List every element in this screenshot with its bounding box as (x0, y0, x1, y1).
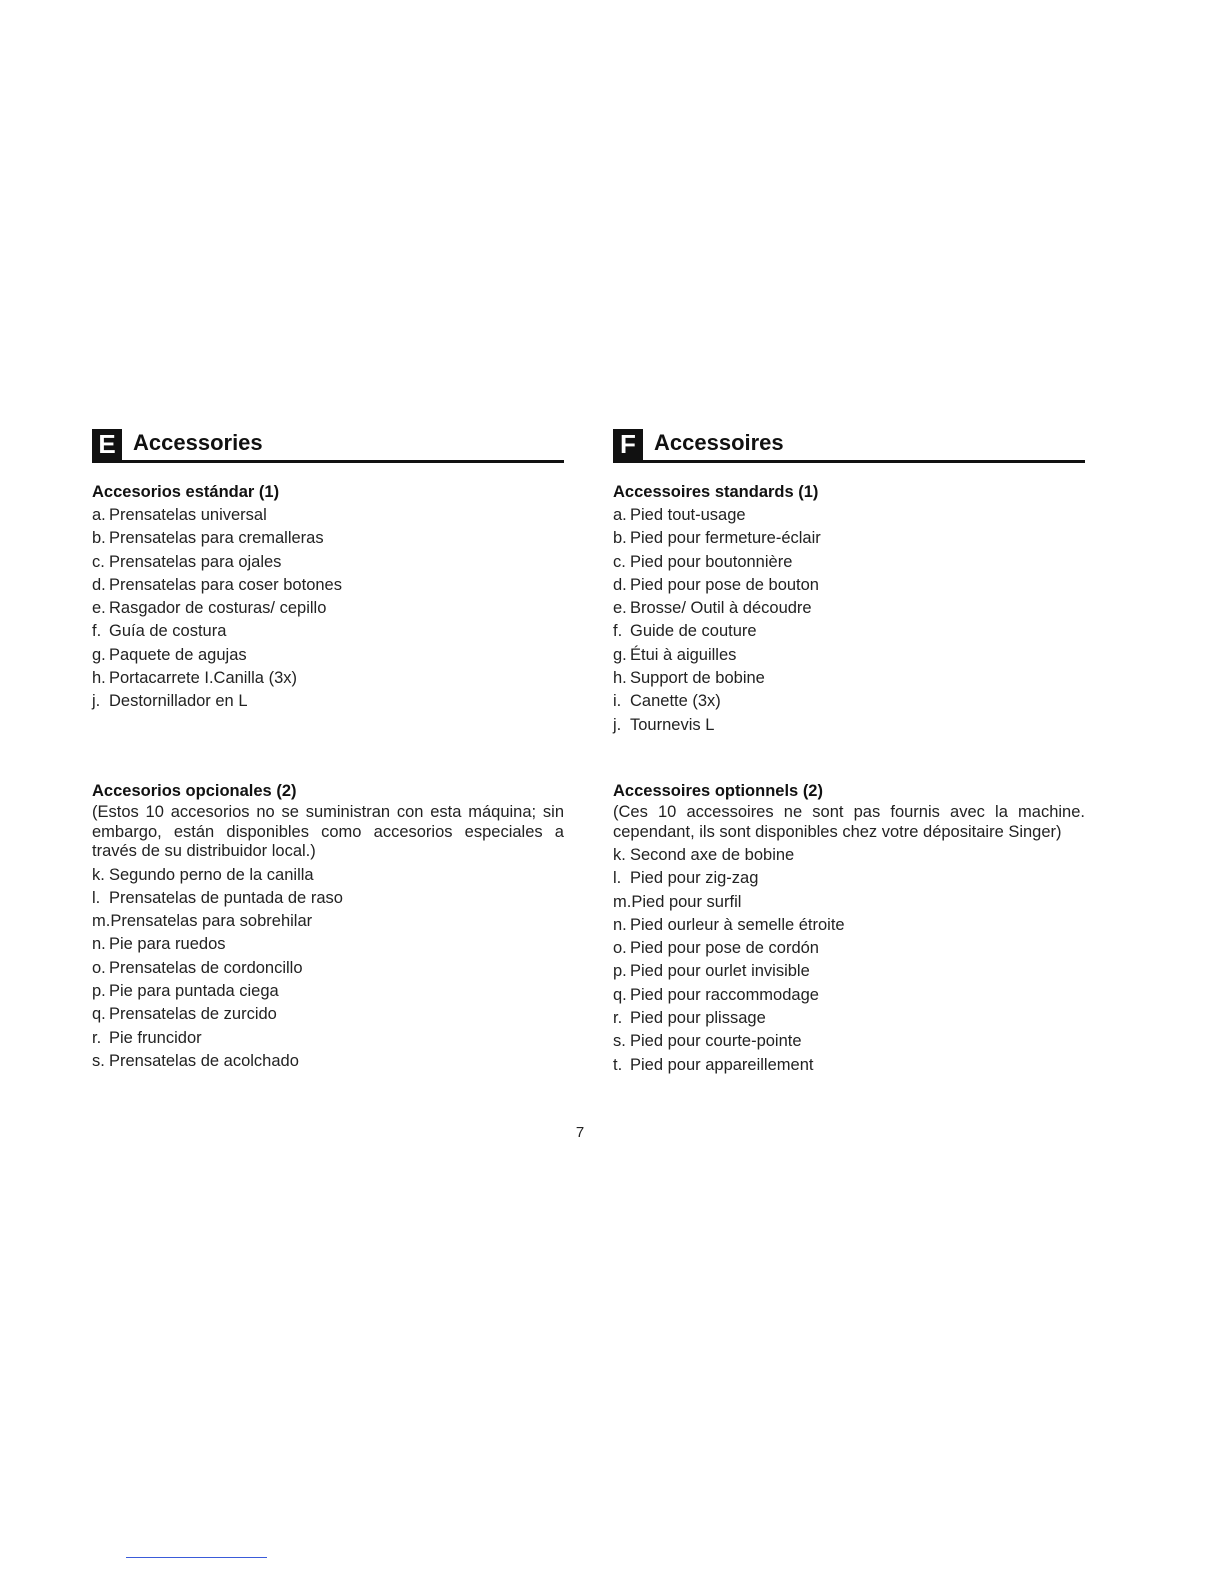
spanish-standard-heading: Accesorios estándar (1) (92, 483, 280, 501)
item-text: Guide de couture (630, 622, 757, 641)
item-text: Prensatelas para sobrehilar (110, 912, 313, 931)
item-letter: m. (613, 892, 632, 911)
item-letter: n. (613, 915, 627, 934)
list-item (92, 667, 564, 690)
list-item (613, 1030, 1085, 1053)
item-text: Support de bobine (630, 669, 765, 688)
item-letter: f. (613, 622, 623, 641)
list-item (613, 644, 1085, 667)
list-item (613, 891, 1085, 914)
list-item (613, 1007, 1085, 1030)
item-text: Brosse/ Outil à découdre (630, 599, 812, 618)
list-item (92, 1050, 564, 1073)
french-standard-heading: Accessoires standards (1) (613, 483, 819, 501)
item-text: Pied pour surfil (631, 892, 742, 911)
item-letter: m. (92, 912, 111, 931)
list-item (613, 867, 1085, 890)
item-letter: p. (92, 981, 106, 1000)
item-text: Prensatelas para ojales (109, 552, 282, 571)
list-item (92, 597, 564, 620)
list-item (92, 574, 564, 597)
spanish-section-header (92, 427, 564, 463)
list-item (613, 504, 1085, 527)
french-column (613, 427, 1085, 737)
french-optional-heading: Accessoires optionnels (2) (613, 782, 823, 800)
list-item (613, 527, 1085, 550)
list-item (92, 887, 564, 910)
french-optional-note: (Ces 10 accessoires ne sont pas fournis avec la machine. cependant, ils sont disponibles chez votre dépositaire Singer) (613, 803, 1085, 841)
item-text: Pie fruncidor (109, 1028, 202, 1047)
item-letter: c. (92, 552, 105, 571)
list-item (92, 980, 564, 1003)
item-letter: o. (613, 939, 627, 958)
item-letter: t. (613, 1055, 623, 1074)
item-letter: r. (613, 1009, 623, 1028)
list-item (613, 667, 1085, 690)
list-item (613, 914, 1085, 937)
item-text: Pied pour boutonnière (630, 552, 793, 571)
item-letter: s. (613, 1032, 626, 1051)
item-text: Prensatelas para coser botones (109, 575, 342, 594)
list-item (92, 1027, 564, 1050)
item-letter: c. (613, 552, 626, 571)
item-letter: n. (92, 935, 106, 954)
item-text: Pied pour courte-pointe (630, 1032, 802, 1051)
list-item (92, 1003, 564, 1026)
list-item (92, 620, 564, 643)
item-letter: h. (92, 669, 106, 688)
item-text: Paquete de agujas (109, 645, 247, 664)
spanish-column (92, 427, 564, 714)
list-item (613, 574, 1085, 597)
item-letter: a. (613, 506, 627, 524)
language-badge-e: E (92, 429, 122, 460)
item-letter: i. (613, 692, 622, 711)
item-text: Segundo perno de la canilla (109, 865, 314, 884)
item-letter: e. (613, 599, 627, 618)
item-letter: k. (92, 865, 105, 884)
spanish-optional-heading: Accesorios opcionales (2) (92, 782, 297, 800)
item-letter: a. (92, 506, 106, 524)
item-text: Pied ourleur à semelle étroite (630, 915, 845, 934)
item-text: Pied pour pose de cordón (630, 939, 819, 958)
page-number: 7 (575, 1124, 585, 1141)
item-letter: b. (613, 529, 627, 548)
item-letter: l. (92, 888, 101, 907)
item-letter: d. (92, 575, 106, 594)
item-text: Prensatelas universal (109, 506, 267, 524)
spanish-optional-section (92, 780, 564, 1073)
language-badge-f: F (613, 429, 643, 460)
item-letter: h. (613, 669, 627, 688)
list-item (613, 960, 1085, 983)
list-item (92, 527, 564, 550)
item-text: Pied pour plissage (630, 1009, 766, 1028)
list-item (92, 933, 564, 956)
item-letter: q. (613, 985, 627, 1004)
item-text: Prensatelas de puntada de raso (109, 888, 343, 907)
list-item (613, 714, 1085, 737)
spanish-optional-note: (Estos 10 accesorios no se suministran con esta máquina; sin embargo, están disponibles como accesorios especiales a través de su distribuidor local.) (92, 803, 564, 860)
list-item (92, 504, 564, 527)
french-section-title: Accessoires (654, 430, 784, 455)
item-letter: r. (92, 1028, 102, 1047)
item-letter: g. (613, 645, 627, 664)
french-optional-section (613, 780, 1085, 1077)
item-text: Tournevis L (630, 715, 715, 734)
item-letter: g. (92, 645, 106, 664)
spanish-optional-list (92, 864, 564, 1074)
list-item (92, 864, 564, 887)
item-letter: l. (613, 869, 622, 888)
item-letter: p. (613, 962, 627, 981)
item-text: Destornillador en L (109, 692, 248, 711)
french-standard-list (613, 504, 1085, 737)
item-letter: s. (92, 1051, 105, 1070)
item-text: Pied pour ourlet invisible (630, 962, 810, 981)
item-text: Prensatelas de zurcido (109, 1005, 277, 1024)
list-item (613, 937, 1085, 960)
spanish-standard-list (92, 504, 564, 714)
list-item (92, 644, 564, 667)
item-text: Pied pour appareillement (630, 1055, 814, 1074)
item-text: Pie para puntada ciega (109, 981, 279, 1000)
list-item (613, 551, 1085, 574)
list-item (92, 690, 564, 713)
item-text: Pied pour pose de bouton (630, 575, 819, 594)
french-section-header (613, 427, 1085, 463)
item-letter: q. (92, 1005, 106, 1024)
item-text: Pied pour zig-zag (630, 869, 759, 888)
item-letter: o. (92, 958, 106, 977)
item-text: Pied pour fermeture-éclair (630, 529, 821, 548)
item-letter: j. (613, 715, 622, 734)
item-text: Prensatelas de acolchado (109, 1051, 299, 1070)
item-text: Prensatelas de cordoncillo (109, 958, 303, 977)
item-letter: d. (613, 575, 627, 594)
list-item (92, 957, 564, 980)
item-letter: b. (92, 529, 106, 548)
list-item (613, 620, 1085, 643)
list-item (613, 597, 1085, 620)
french-optional-list (613, 844, 1085, 1077)
item-text: Guía de costura (109, 622, 227, 641)
list-item (613, 690, 1085, 713)
item-letter: j. (92, 692, 101, 711)
item-text: Portacarrete I.Canilla (3x) (109, 669, 297, 688)
item-text: Prensatelas para cremalleras (109, 529, 324, 548)
item-text: Second axe de bobine (630, 846, 795, 864)
list-item (613, 984, 1085, 1007)
item-text: Rasgador de costuras/ cepillo (109, 599, 327, 618)
item-text: Pied tout-usage (630, 506, 746, 524)
item-text: Pied pour raccommodage (630, 985, 819, 1004)
list-item (92, 910, 564, 933)
list-item (92, 551, 564, 574)
list-item (613, 844, 1085, 867)
footer-link-underline[interactable] (126, 1557, 267, 1558)
item-letter: f. (92, 622, 102, 641)
item-letter: e. (92, 599, 106, 618)
item-text: Canette (3x) (630, 692, 721, 711)
list-item (613, 1054, 1085, 1077)
spanish-section-title: Accessories (133, 430, 263, 455)
item-text: Étui à aiguilles (630, 645, 737, 664)
item-letter: k. (613, 846, 626, 864)
item-text: Pie para ruedos (109, 935, 226, 954)
